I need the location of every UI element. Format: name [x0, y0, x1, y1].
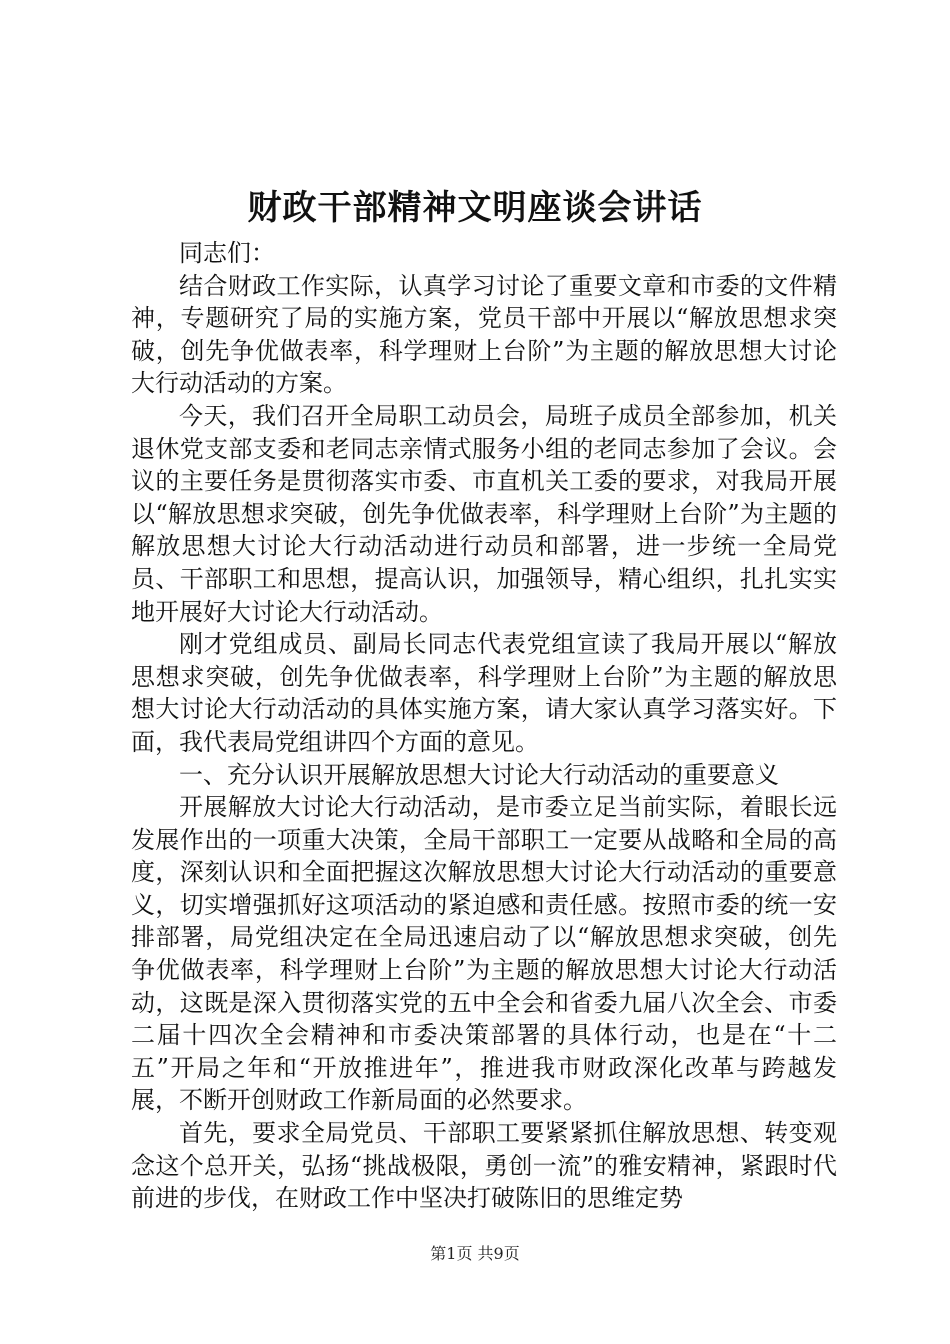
body-paragraph: 刚才党组成员、副局长同志代表党组宣读了我局开展以“解放思想求突破，创先争优做表率，科学理财上台阶”为主题的解放思想大讨论大行动活动的具体实施方案，请大家认真学习落实好。下面，我代表局党组讲四个方面的意见。	[131, 630, 837, 756]
section-heading: 一、充分认识开展解放思想大讨论大行动活动的重要意义	[179, 760, 779, 789]
body-paragraph: 首先，要求全局党员、干部职工要紧紧抓住解放思想、转变观念这个总开关，弘扬“挑战极限，勇创一流”的雅安精神，紧跟时代前进的步伐，在财政工作中坚决打破陈旧的思维定势	[131, 1119, 837, 1213]
document-body	[131, 237, 837, 1215]
salutation-paragraph: 同志们：	[179, 239, 275, 267]
body-paragraph: 结合财政工作实际，认真学习讨论了重要文章和市委的文件精神，专题研究了局的实施方案，党员干部中开展以“解放思想求突破，创先争优做表率，科学理财上台阶”为主题的解放思想大讨论大行动活动的方案。	[131, 271, 837, 398]
body-paragraph: 开展解放大讨论大行动活动，是市委立足当前实际，着眼长远发展作出的一项重大决策，全局干部职工一定要从战略和全局的高度，深刻认识和全面把握这次解放思想大讨论大行动活动的重要意义，切实增强抓好这项活动的紧迫感和责任感。按照市委的统一安排部署，局党组决定在全局迅速启动了以“解放思想求突破，创先争优做表率，科学理财上台阶”为主题的解放思想大讨论大行动活动，这既是深入贯彻落实党的五中全会和省委九届八次全会、市委二届十四次全会精神和市委决策部署的具体行动，也是在“十二五”开局之年和“开放推进年”，推进我市财政深化改革与跨越发展，不断开创财政工作新局面的必然要求。	[131, 793, 837, 1115]
body-paragraph: 今天，我们召开全局职工动员会，局班子成员全部参加，机关退休党支部支委和老同志亲情式服务小组的老同志参加了会议。会议的主要任务是贯彻落实市委、市直机关工委的要求，对我局开展以“解放思想求突破，创先争优做表率，科学理财上台阶”为主题的解放思想大讨论大行动活动进行动员和部署，进一步统一全局党员、干部职工和思想，提高认识，加强领导，精心组织，扎扎实实地开展好大讨论大行动活动。	[131, 401, 837, 626]
page-number-footer: 第1页 共9页	[430, 1244, 520, 1263]
document-title: 财政干部精神文明座谈会讲话	[247, 188, 703, 228]
